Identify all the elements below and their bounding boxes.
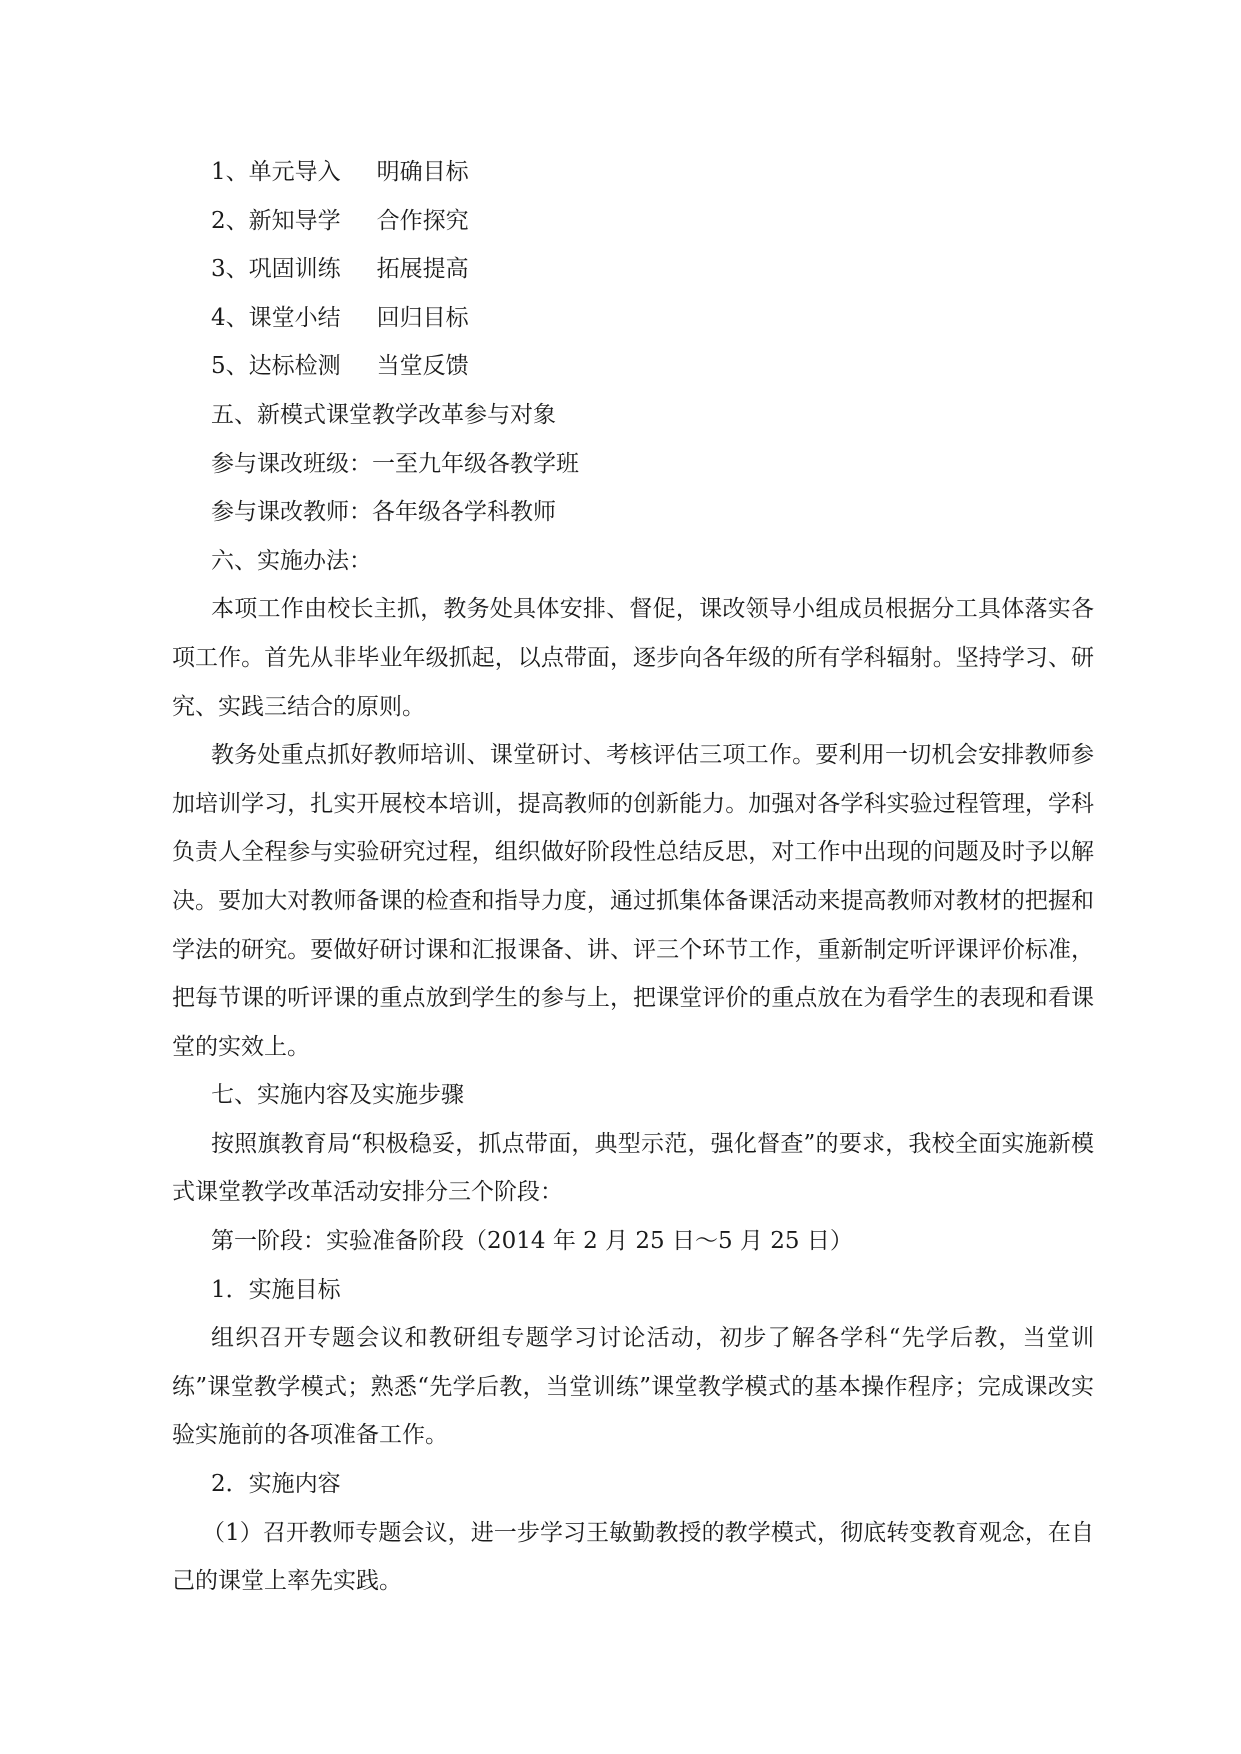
- step-number: 3、: [211, 256, 249, 283]
- step-number: 4、: [211, 304, 249, 331]
- step-goal: 明确目标: [376, 159, 469, 185]
- step-title: 达标检测: [248, 353, 341, 380]
- step-number: 1、: [211, 159, 249, 185]
- step-item-2: [172, 197, 1094, 246]
- step-goal: 拓展提高: [376, 256, 469, 283]
- content-heading: 2．实施内容: [211, 1471, 341, 1498]
- step-item-5: [172, 342, 1094, 391]
- step-title: 单元导入: [248, 159, 341, 185]
- step-number: 2、: [211, 207, 249, 234]
- step-goal: 回归目标: [376, 304, 469, 331]
- goal-heading: 1．实施目标: [211, 1276, 341, 1303]
- section-6-paragraph-2: 教务处重点抓好教师培训、课堂研讨、考核评估三项工作。要利用一切机会安排教师参加培训学习，扎实开展校本培训，提高教师的创新能力。加强对各学科实验过程管理，学科负责人全程参与实验研究过程，组织做好阶段性总结反思，对工作中出现的问题及时予以解决。要加大对教师备课的检查和指导力度，通过抓集体备课活动来提高教师对教材的把握和学法的研究。要做好研讨课和汇报课备、讲、评三个环节工作，重新制定听评课评价标准，把每节课的听评课的重点放到学生的参与上，把课堂评价的重点放在为看学生的表现和看课堂的实效上。: [172, 742, 1094, 1060]
- participating-teachers: 参与课改教师：各年级各学科教师: [211, 499, 556, 526]
- goal-paragraph: 组织召开专题会议和教研组专题学习讨论活动，初步了解各学科“先学后教，当堂训练”课堂教学模式；熟悉“先学后教，当堂训练”课堂教学模式的基本操作程序；完成课改实验实施前的各项准备工作。: [172, 1325, 1094, 1449]
- section-6-paragraph-1: 本项工作由校长主抓，教务处具体安排、督促，课改领导小组成员根据分工具体落实各项工作。首先从非毕业年级抓起，以点带面，逐步向各年级的所有学科辐射。坚持学习、研究、实践三结合的原则。: [172, 596, 1094, 720]
- step-number: 5、: [211, 353, 249, 380]
- section-6-heading: 六、实施办法：: [211, 547, 372, 574]
- section-7-heading: 七、实施内容及实施步骤: [211, 1082, 464, 1109]
- section-7-paragraph-1: 按照旗教育局“积极稳妥，抓点带面，典型示范，强化督查”的要求，我校全面实施新模式课堂教学改革活动安排分三个阶段：: [172, 1130, 1094, 1206]
- step-title: 巩固训练: [248, 256, 341, 283]
- step-title: 新知导学: [248, 207, 341, 234]
- phase-1-heading: 第一阶段：实验准备阶段（2014 年 2 月 25 日～5 月 25 日）: [211, 1228, 853, 1255]
- section-5-heading: 五、新模式课堂教学改革参与对象: [211, 401, 556, 428]
- step-title: 课堂小结: [248, 304, 341, 331]
- step-goal: 合作探究: [376, 207, 469, 234]
- step-item-1: [172, 148, 1094, 197]
- step-item-4: [172, 294, 1094, 343]
- document-body: [172, 148, 1094, 1606]
- step-goal: 当堂反馈: [376, 353, 469, 380]
- participating-classes: 参与课改班级：一至九年级各教学班: [211, 450, 579, 477]
- content-item-1: （1）召开教师专题会议，进一步学习王敏勤教授的教学模式，彻底转变教育观念，在自己的课堂上率先实践。: [172, 1519, 1094, 1595]
- step-item-3: [172, 245, 1094, 294]
